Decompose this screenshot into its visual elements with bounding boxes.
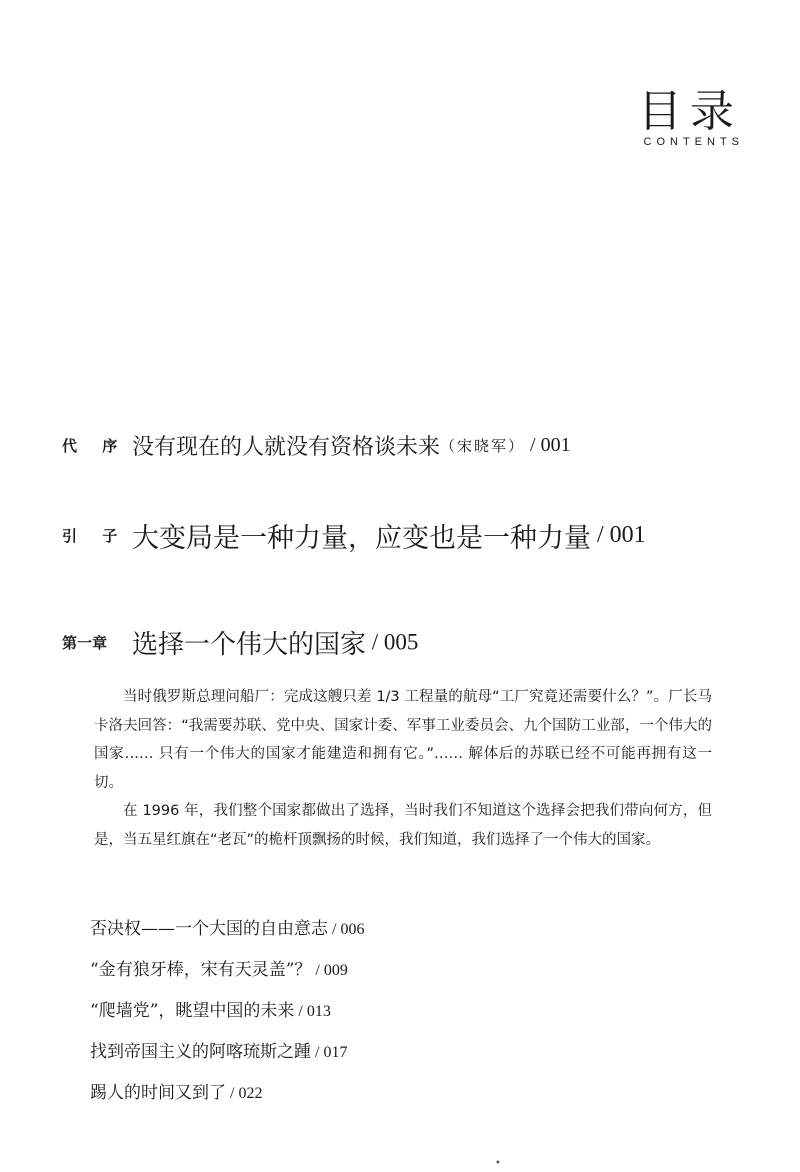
entry-page: / 001 <box>591 522 646 548</box>
page-title: 目录 <box>638 86 742 137</box>
entry-label: 引 子 <box>62 527 128 545</box>
section-title: 踢人的时间又到了 <box>90 1083 226 1103</box>
section-page: / 013 <box>294 1003 331 1020</box>
section-title: “金有狼牙棒，宋有天灵盖”？ <box>90 960 312 980</box>
entry-page: / 005 <box>366 629 419 655</box>
summary-paragraph: 当时俄罗斯总理问船厂：完成这艘只差 1/3 工程量的航母“工厂究竟还需要什么？”。厂长马卡洛夫回答：“我需要苏联、党中央、国家计委、军事工业委员会、九个国防工业部，一个伟大的国家…… 只有一个伟大的国家才能建造和拥有它。”…… 解体后的苏联已经不可能再拥有这一切。 <box>94 689 712 791</box>
section-item[interactable] <box>90 1037 364 1078</box>
section-title: 否决权——一个大国的自由意志 <box>90 919 328 939</box>
entry-label: 代 序 <box>62 437 128 455</box>
section-title: “爬墙党”，眺望中国的未来 <box>90 1001 295 1021</box>
section-item[interactable] <box>90 914 364 955</box>
section-page: / 022 <box>226 1085 263 1102</box>
section-list <box>90 914 364 1119</box>
toc-entry-chapter-1[interactable] <box>62 624 418 661</box>
entry-title: 没有现在的人就没有资格谈未来 <box>132 435 441 460</box>
toc-entry-introduction[interactable] <box>62 516 646 555</box>
section-item[interactable] <box>90 1078 364 1119</box>
summary-paragraph: 在 1996 年，我们整个国家都做出了选择，当时我们不知道这个选择会把我们带向何方，但是，当五星红旗在“老瓦”的桅杆顶飘扬的时候，我们知道，我们选择了一个伟大的国家。 <box>94 803 712 848</box>
entry-author: （宋晓军） <box>440 437 526 455</box>
section-page: / 009 <box>311 962 348 979</box>
entry-page: / 001 <box>525 434 571 456</box>
section-title: 找到帝国主义的阿喀琉斯之踵 <box>90 1042 311 1062</box>
entry-title: 选择一个伟大的国家 <box>132 630 367 660</box>
page-subtitle: CONTENTS <box>643 136 744 148</box>
page-mark: • <box>495 1158 501 1169</box>
section-item[interactable] <box>90 955 364 996</box>
toc-entry-preface[interactable] <box>62 430 571 461</box>
section-page: / 017 <box>311 1044 348 1061</box>
chapter-summary <box>94 683 712 854</box>
section-item[interactable] <box>90 996 364 1037</box>
entry-title: 大变局是一种力量，应变也是一种力量 <box>132 523 591 554</box>
entry-label: 第一章 <box>62 634 108 652</box>
section-page: / 006 <box>328 921 365 938</box>
